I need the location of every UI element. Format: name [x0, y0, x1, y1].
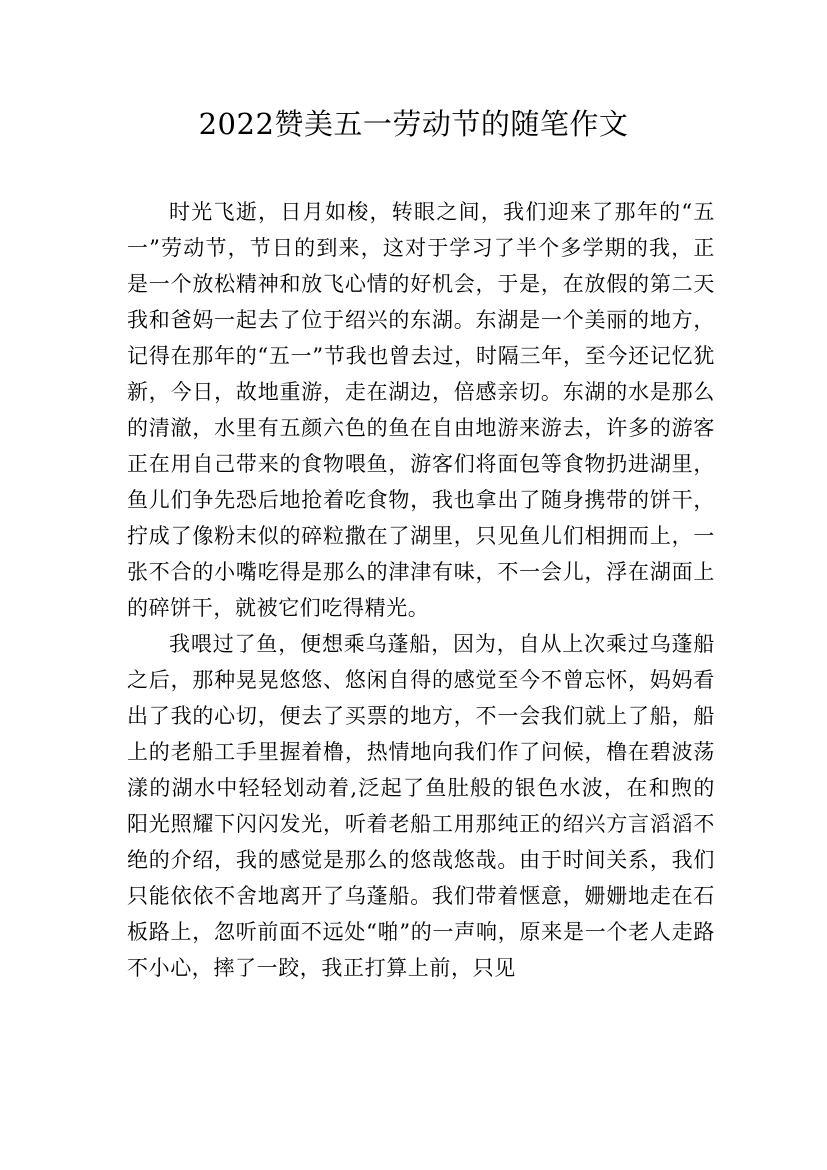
- document-body: [127, 194, 715, 986]
- document-title: 2022赞美五一劳动节的随笔作文: [198, 107, 629, 141]
- paragraph-2: 我喂过了鱼，便想乘乌蓬船，因为，自从上次乘过乌蓬船之后，那种晃晃悠悠、悠闲自得的感觉至今不曾忘怀，妈妈看出了我的心切，便去了买票的地方，不一会我们就上了船，船上的老船工手里握着橹，热情地向我们作了问候，橹在碧波荡漾的湖水中轻轻划动着,泛起了鱼肚般的银色水波，在和煦的阳光照耀下闪闪发光，听着老船工用那纯正的绍兴方言滔滔不绝的介绍，我的感觉是那么的悠哉悠哉。由于时间关系，我们只能依依不舍地离开了乌蓬船。我们带着惬意，姗姗地走在石板路上，忽听前面不远处“啪”的一声响，原来是一个老人走路不小心，摔了一跤，我正打算上前，只见: [127, 632, 715, 980]
- paragraph-1: 时光飞逝，日月如梭，转眼之间，我们迎来了那年的“五一”劳动节，节日的到来，这对于学习了半个多学期的我，正是一个放松精神和放飞心情的好机会，于是，在放假的第二天我和爸妈一起去了位于绍兴的东湖。东湖是一个美丽的地方，记得在那年的“五一”节我也曾去过，时隔三年，至今还记忆犹新，今日，故地重游，走在湖边，倍感亲切。东湖的水是那么的清澈，水里有五颜六色的鱼在自由地游来游去，许多的游客正在用自己带来的食物喂鱼，游客们将面包等食物扔进湖里，鱼儿们争先恐后地抢着吃食物，我也拿出了随身携带的饼干，拧成了像粉末似的碎粒撒在了湖里，只见鱼儿们相拥而上，一张不合的小嘴吃得是那么的津津有味，不一会儿，浮在湖面上的碎饼干，就被它们吃得精光。: [127, 200, 715, 620]
